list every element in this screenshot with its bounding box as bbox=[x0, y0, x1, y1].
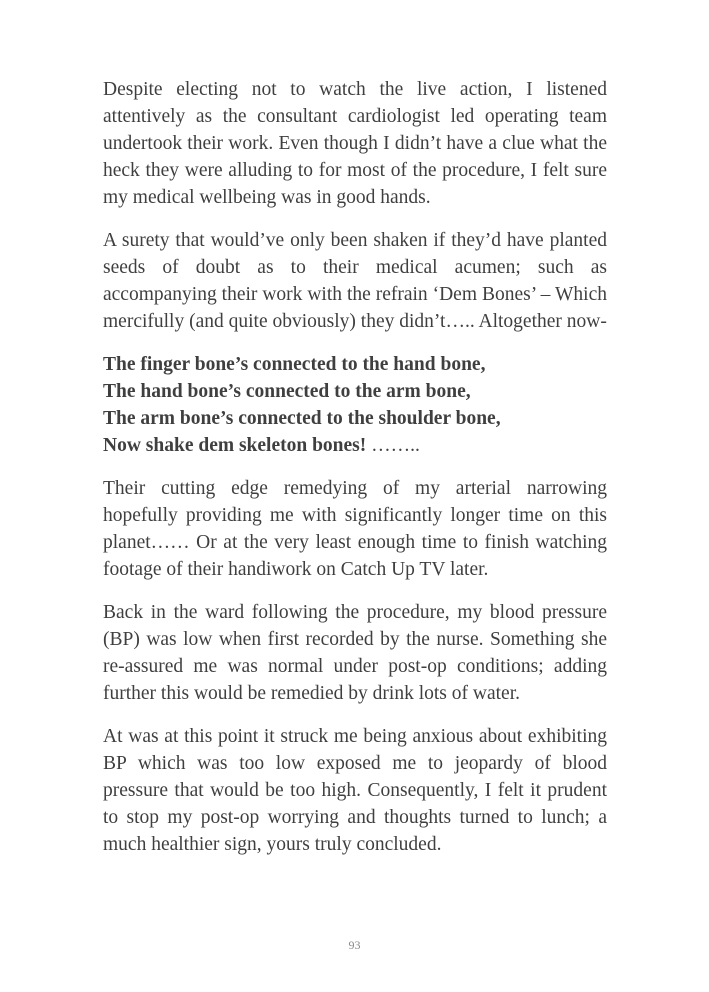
paragraph-1: Despite electing not to watch the live action, I listened attentively as the consultant cardiologist led operating team undertook their work. Even though I didn’t have a clue what the heck they were alluding to for most of the procedure, I felt sure my medical wellbeing was in good hands. bbox=[103, 79, 607, 208]
paragraph-4: Back in the ward following the procedure, my blood pressure (BP) was low when first recorded by the nurse. Something she re-assured me was normal under post-op conditions; adding further this would be remedied by drink lots of water. bbox=[103, 602, 607, 704]
verse-line-2: The hand bone’s connected to the arm bone, bbox=[103, 381, 471, 402]
verse-line-4-bold-text: Now shake dem skeleton bones! bbox=[103, 435, 367, 456]
verse-block bbox=[103, 351, 607, 459]
verse-line-4 bbox=[103, 432, 607, 459]
paragraph-5: At was at this point it struck me being anxious about exhibiting BP which was too low exposed me to jeopardy of blood pressure that would be too high. Consequently, I felt it prudent to stop my post-op worrying and thoughts turned to lunch; a much healthier sign, yours truly concluded. bbox=[103, 726, 607, 855]
paragraph-2: A surety that would’ve only been shaken if they’d have planted seeds of doubt as to their medical acumen; such as accompanying their work with the refrain ‘Dem Bones’ – Which mercifully (and quite obviously) they didn’t….. Altogether now- bbox=[103, 230, 607, 332]
verse-line-4-ellipsis: …….. bbox=[366, 435, 420, 456]
verse-line-1: The finger bone’s connected to the hand bone, bbox=[103, 354, 486, 375]
page-content bbox=[103, 76, 607, 874]
page-number: 93 bbox=[348, 938, 361, 952]
verse-line-3: The arm bone’s connected to the shoulder bone, bbox=[103, 408, 501, 429]
paragraph-3: Their cutting edge remedying of my arterial narrowing hopefully providing me with significantly longer time on this planet…… Or at the very least enough time to finish watching footage of their handiwork on Catch Up TV later. bbox=[103, 478, 607, 580]
